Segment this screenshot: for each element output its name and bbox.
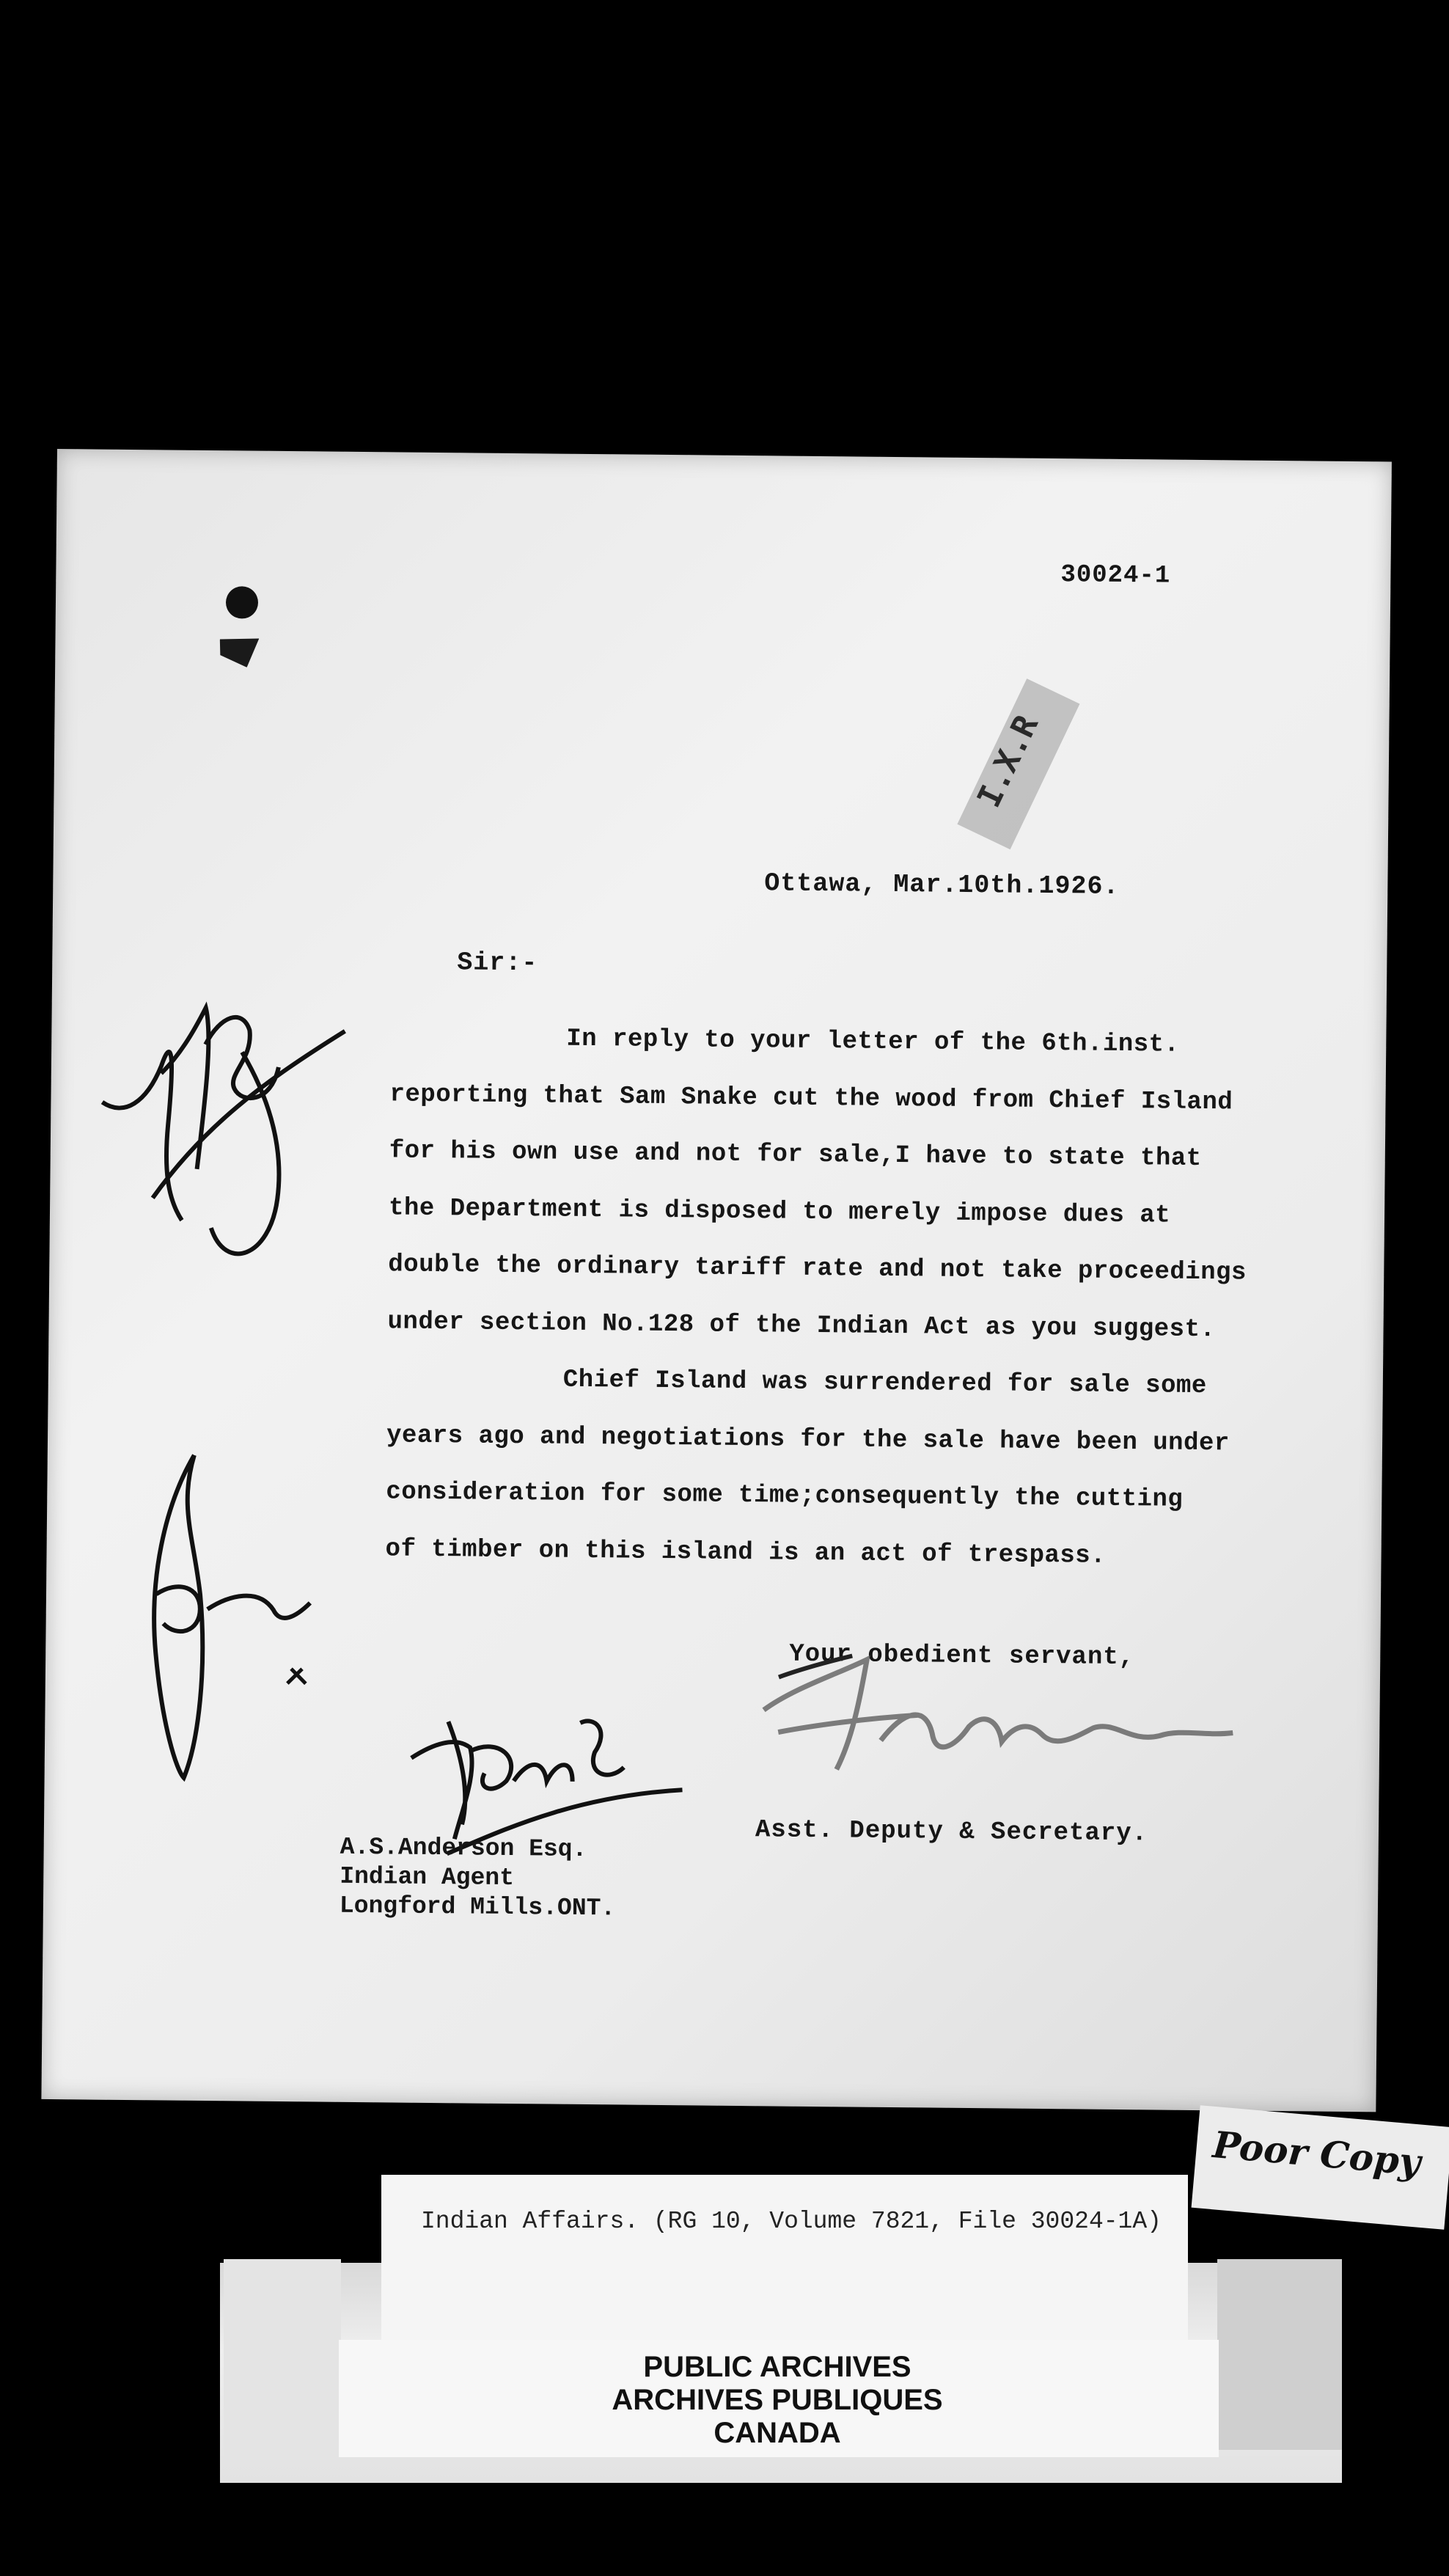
punch-hole <box>226 586 258 618</box>
body-paragraph-1 <box>387 1009 1249 1358</box>
closing: Your obedient servant, <box>789 1640 1135 1672</box>
registry-stamp <box>942 669 1094 859</box>
body-line: reporting that Sam Snake cut the wood from Chief Island <box>389 1080 1233 1116</box>
signer-title: Asst. Deputy & Secretary. <box>755 1816 1148 1848</box>
poor-copy-note <box>1192 2105 1449 2230</box>
archive-stamp-line: ARCHIVES PUBLIQUES <box>612 2384 943 2416</box>
salutation: Sir:- <box>457 948 538 978</box>
citation-text: Indian Affairs. (RG 10, Volume 7821, File 30024-1A) <box>421 2208 1162 2235</box>
archive-stamp-line: PUBLIC ARCHIVES <box>643 2351 911 2383</box>
archive-right-tab <box>1217 2259 1342 2450</box>
dateline: Ottawa, Mar.10th.1926. <box>764 868 1120 901</box>
body-line: of timber on this island is an act of trespass. <box>385 1534 1107 1570</box>
archive-left-tab <box>224 2259 341 2457</box>
margin-initials-bottom <box>132 1447 370 1794</box>
registry-stamp-text: I.X.R <box>969 709 1046 813</box>
addressee-location: Longford Mills.ONT. <box>339 1892 616 1922</box>
margin-initials-top <box>92 978 360 1361</box>
addressee-position: Indian Agent <box>340 1862 515 1892</box>
body-line: In reply to your letter of the 6th.inst. <box>566 1025 1180 1059</box>
sender-signature <box>748 1644 1263 1796</box>
file-number: 30024-1 <box>1060 561 1171 590</box>
poor-copy-text: Poor Copy <box>1211 2123 1423 2184</box>
letter-page <box>41 449 1392 2112</box>
body-line: Chief Island was surrendered for sale some <box>562 1366 1207 1401</box>
punch-mark <box>215 630 259 668</box>
citation-label <box>381 2175 1188 2343</box>
body-line: under section No.128 of the Indian Act as you suggest. <box>387 1307 1216 1344</box>
body-line: double the ordinary tariff rate and not take proceedings <box>388 1251 1247 1287</box>
archive-stamp <box>572 2351 983 2450</box>
body-line: years ago and negotiations for the sale have been under <box>386 1421 1230 1457</box>
body-line: consideration for some time;consequently the cutting <box>386 1478 1184 1514</box>
body-line: the Department is disposed to merely impose dues at <box>388 1193 1171 1230</box>
addressee-name: A.S.Anderson Esq. <box>340 1833 587 1864</box>
addressee-block <box>340 1833 616 1924</box>
body-paragraph-2 <box>385 1350 1230 1586</box>
body-line: for his own use and not for sale,I have to state that <box>389 1137 1202 1174</box>
archive-stamp-line: CANADA <box>714 2417 841 2449</box>
